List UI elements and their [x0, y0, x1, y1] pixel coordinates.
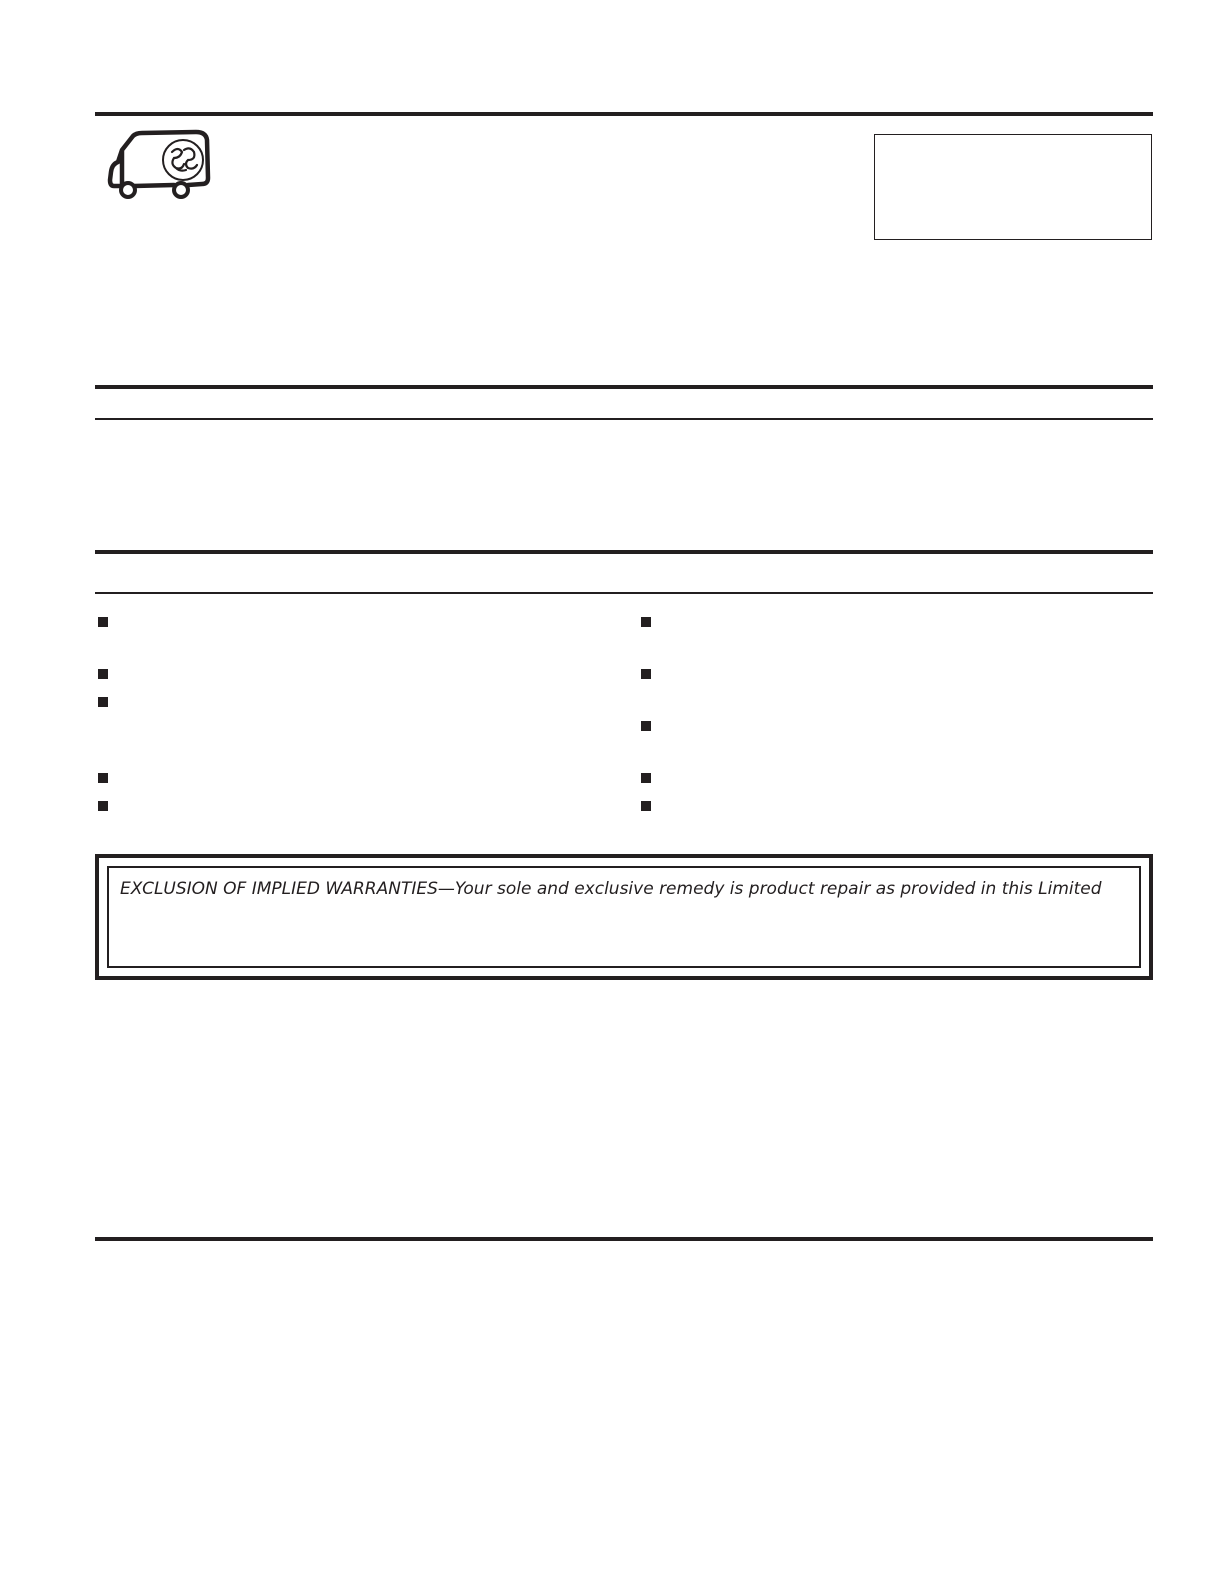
bullet-right-3	[641, 721, 651, 731]
exclusion-box	[95, 854, 1153, 980]
bullet-left-1	[98, 617, 108, 627]
bullet-left-5	[98, 801, 108, 811]
section-rule-2-top	[95, 550, 1153, 554]
section-rule-2-bottom	[95, 592, 1153, 594]
bullet-left-3	[98, 697, 108, 707]
bullet-right-1	[641, 617, 651, 627]
bullet-left-4	[98, 773, 108, 783]
staple-receipt-box	[874, 134, 1152, 240]
exclusion-box-inner	[107, 866, 1141, 968]
bullet-right-2	[641, 669, 651, 679]
exclusion-text: EXCLUSION OF IMPLIED WARRANTIES—Your sole and exclusive remedy is product repair as provided in this Limited	[120, 879, 1102, 899]
section-rule-1-bottom	[95, 418, 1153, 420]
service-truck-icon	[106, 128, 212, 202]
bullet-left-2	[98, 669, 108, 679]
section-rule-1-top	[95, 385, 1153, 389]
top-rule	[95, 112, 1153, 116]
bullet-right-5	[641, 801, 651, 811]
bottom-rule	[95, 1237, 1153, 1241]
bullet-right-4	[641, 773, 651, 783]
